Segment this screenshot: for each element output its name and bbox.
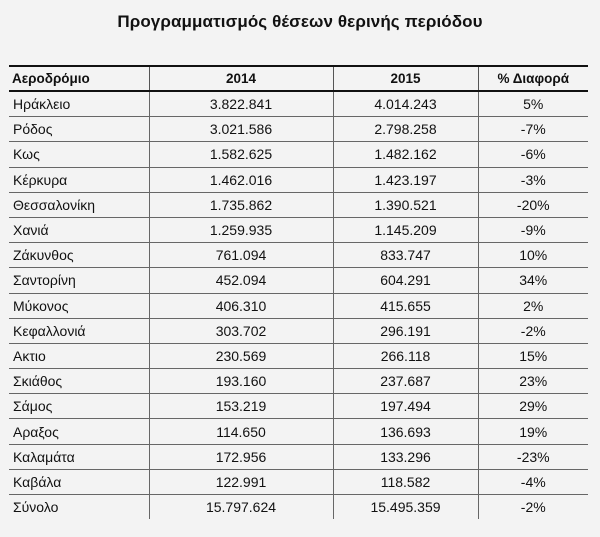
seats-2015-cell: 1.145.209 bbox=[333, 217, 478, 242]
airport-cell: Αραξος bbox=[9, 419, 149, 444]
table-header-row bbox=[9, 66, 588, 91]
percent-diff-cell: 5% bbox=[478, 91, 588, 117]
table-row bbox=[9, 419, 588, 444]
seats-2015-cell: 604.291 bbox=[333, 268, 478, 293]
airport-cell: Καλαμάτα bbox=[9, 444, 149, 469]
seats-2014-cell: 1.462.016 bbox=[149, 167, 333, 192]
airport-cell: Χανιά bbox=[9, 217, 149, 242]
table-row bbox=[9, 495, 588, 520]
airport-cell: Μύκονος bbox=[9, 293, 149, 318]
airport-cell: Σύνολο bbox=[9, 495, 149, 520]
seats-2014-cell: 3.021.586 bbox=[149, 117, 333, 142]
seats-2015-cell: 118.582 bbox=[333, 469, 478, 494]
airport-cell: Καβάλα bbox=[9, 469, 149, 494]
table-row bbox=[9, 444, 588, 469]
table-row bbox=[9, 318, 588, 343]
column-header-2014: 2014 bbox=[149, 66, 333, 91]
table-row bbox=[9, 369, 588, 394]
seats-2015-cell: 833.747 bbox=[333, 243, 478, 268]
seats-2014-cell: 172.956 bbox=[149, 444, 333, 469]
seats-2015-cell: 15.495.359 bbox=[333, 495, 478, 520]
seats-2014-cell: 15.797.624 bbox=[149, 495, 333, 520]
percent-diff-cell: -20% bbox=[478, 192, 588, 217]
table-row bbox=[9, 293, 588, 318]
percent-diff-cell: 2% bbox=[478, 293, 588, 318]
seats-2014-cell: 1.735.862 bbox=[149, 192, 333, 217]
seats-2015-cell: 133.296 bbox=[333, 444, 478, 469]
seats-2015-cell: 237.687 bbox=[333, 369, 478, 394]
percent-diff-cell: -7% bbox=[478, 117, 588, 142]
table-title: Προγραμματισμός θέσεων θερινής περιόδου bbox=[117, 12, 483, 31]
airport-cell: Ζάκυνθος bbox=[9, 243, 149, 268]
table-row bbox=[9, 167, 588, 192]
seats-2015-cell: 1.390.521 bbox=[333, 192, 478, 217]
table-row bbox=[9, 469, 588, 494]
airport-cell: Ρόδος bbox=[9, 117, 149, 142]
percent-diff-cell: 19% bbox=[478, 419, 588, 444]
percent-diff-cell: 10% bbox=[478, 243, 588, 268]
table-row bbox=[9, 394, 588, 419]
seats-2014-cell: 114.650 bbox=[149, 419, 333, 444]
percent-diff-cell: 34% bbox=[478, 268, 588, 293]
seats-2014-cell: 122.991 bbox=[149, 469, 333, 494]
airport-cell: Θεσσαλονίκη bbox=[9, 192, 149, 217]
column-header-percent-diff: % Διαφορά bbox=[478, 66, 588, 91]
seats-2014-cell: 1.259.935 bbox=[149, 217, 333, 242]
airport-cell: Κεφαλλονιά bbox=[9, 318, 149, 343]
seats-2015-cell: 266.118 bbox=[333, 343, 478, 368]
table-row bbox=[9, 217, 588, 242]
seats-2014-cell: 153.219 bbox=[149, 394, 333, 419]
seats-2014-cell: 406.310 bbox=[149, 293, 333, 318]
seats-2014-cell: 1.582.625 bbox=[149, 142, 333, 167]
seats-2015-cell: 1.423.197 bbox=[333, 167, 478, 192]
seats-2015-cell: 4.014.243 bbox=[333, 91, 478, 117]
table-row bbox=[9, 243, 588, 268]
seats-2015-cell: 296.191 bbox=[333, 318, 478, 343]
table-body bbox=[9, 91, 588, 519]
percent-diff-cell: 29% bbox=[478, 394, 588, 419]
seats-2015-cell: 136.693 bbox=[333, 419, 478, 444]
percent-diff-cell: -4% bbox=[478, 469, 588, 494]
percent-diff-cell: -2% bbox=[478, 495, 588, 520]
table-row bbox=[9, 343, 588, 368]
table-row bbox=[9, 268, 588, 293]
table-row bbox=[9, 117, 588, 142]
column-header-2015: 2015 bbox=[333, 66, 478, 91]
percent-diff-cell: 23% bbox=[478, 369, 588, 394]
seats-2014-cell: 761.094 bbox=[149, 243, 333, 268]
percent-diff-cell: 15% bbox=[478, 343, 588, 368]
seats-2014-cell: 452.094 bbox=[149, 268, 333, 293]
seats-2015-cell: 2.798.258 bbox=[333, 117, 478, 142]
seat-scheduling-table bbox=[9, 65, 588, 519]
seats-2015-cell: 415.655 bbox=[333, 293, 478, 318]
column-header-airport: Αεροδρόμιο bbox=[9, 66, 149, 91]
percent-diff-cell: -2% bbox=[478, 318, 588, 343]
seats-2015-cell: 1.482.162 bbox=[333, 142, 478, 167]
percent-diff-cell: -3% bbox=[478, 167, 588, 192]
airport-cell: Σκιάθος bbox=[9, 369, 149, 394]
table-row bbox=[9, 192, 588, 217]
table-row bbox=[9, 91, 588, 117]
table-row bbox=[9, 142, 588, 167]
percent-diff-cell: -9% bbox=[478, 217, 588, 242]
airport-cell: Ακτιο bbox=[9, 343, 149, 368]
seats-2014-cell: 193.160 bbox=[149, 369, 333, 394]
percent-diff-cell: -6% bbox=[478, 142, 588, 167]
seats-2014-cell: 303.702 bbox=[149, 318, 333, 343]
airport-cell: Σάμος bbox=[9, 394, 149, 419]
seats-2015-cell: 197.494 bbox=[333, 394, 478, 419]
airport-cell: Σαντορίνη bbox=[9, 268, 149, 293]
percent-diff-cell: -23% bbox=[478, 444, 588, 469]
seats-2014-cell: 3.822.841 bbox=[149, 91, 333, 117]
airport-cell: Κως bbox=[9, 142, 149, 167]
airport-cell: Κέρκυρα bbox=[9, 167, 149, 192]
airport-cell: Ηράκλειο bbox=[9, 91, 149, 117]
seats-2014-cell: 230.569 bbox=[149, 343, 333, 368]
